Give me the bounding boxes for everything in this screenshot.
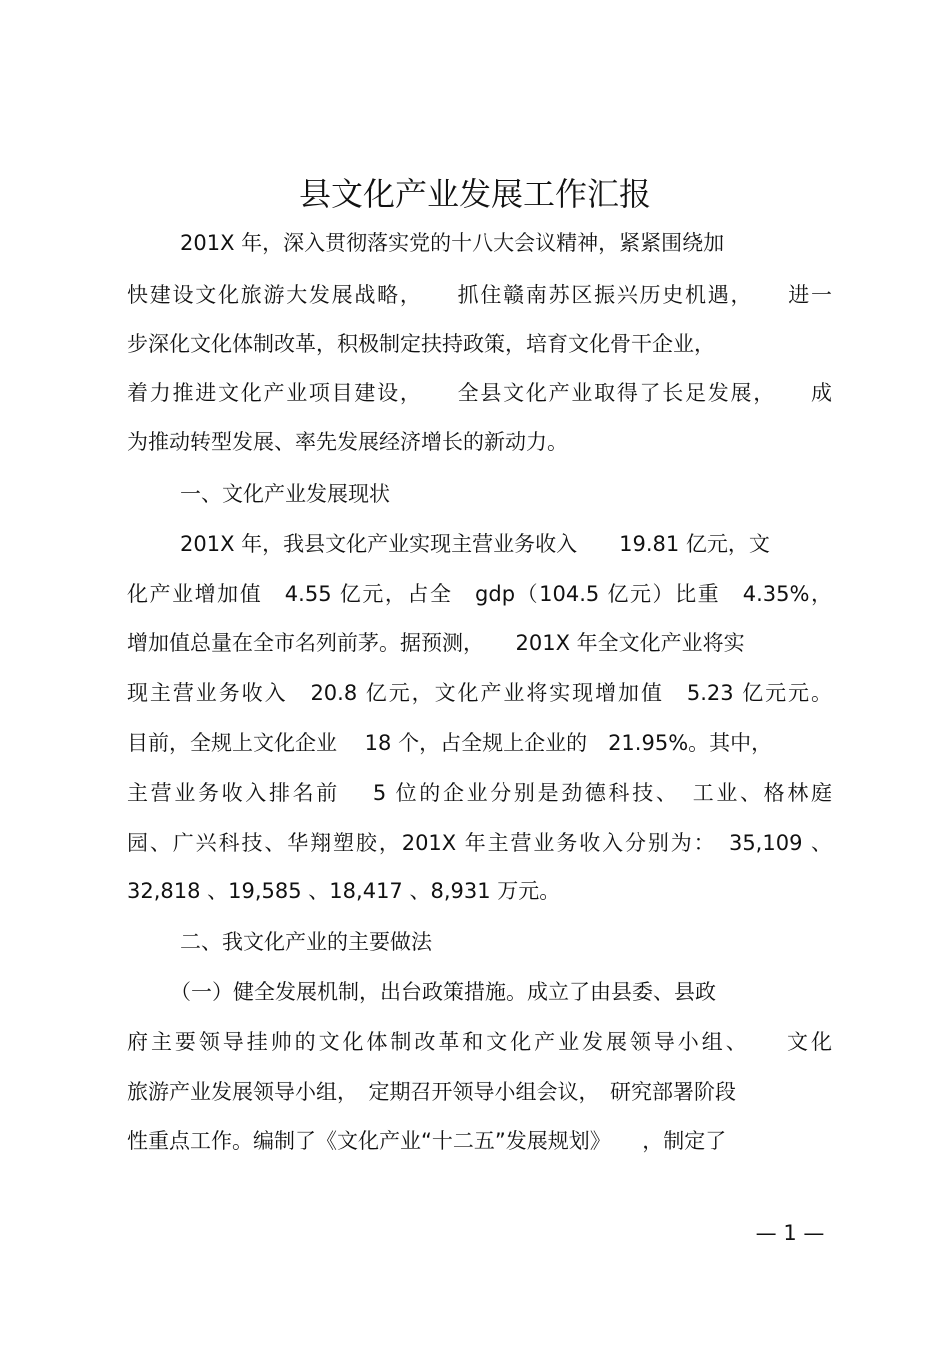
paragraph-line: 旅游产业发展领导小组， 定期召开领导小组会议， 研究部署阶段 <box>127 1080 736 1104</box>
section-heading: 二、我文化产业的主要做法 <box>180 930 432 954</box>
paragraph-line: 着力推进文化产业项目建设， 全县文化产业取得了长足发展， 成 <box>127 381 832 405</box>
paragraph-line: 园、广兴科技、华翔塑胶，201X 年主营业务收入分别为： 35,109 、 <box>127 831 832 855</box>
paragraph-line: 化产业增加值 4.55 亿元，占全 gdp（104.5 亿元）比重 4.35%， <box>127 582 832 606</box>
paragraph-line: 32,818 、19,585 、18,417 、8,931 万元。 <box>127 879 561 903</box>
paragraph-line: 府主要领导挂帅的文化体制改革和文化产业发展领导小组、 文化 <box>127 1030 832 1054</box>
paragraph-line: 增加值总量在全市名列前茅。据预测， 201X 年全文化产业将实 <box>127 631 745 655</box>
section-heading: 一、文化产业发展现状 <box>180 482 390 506</box>
paragraph-line: 快建设文化旅游大发展战略， 抓住赣南苏区振兴历史机遇， 进一 <box>127 283 832 307</box>
document-title: 县文化产业发展工作汇报 <box>298 175 651 213</box>
paragraph-line: 现主营业务收入 20.8 亿元，文化产业将实现增加值 5.23 亿元元。 <box>127 681 832 705</box>
paragraph-line: 步深化文化体制改革，积极制定扶持政策，培育文化骨干企业， <box>127 332 715 356</box>
paragraph-line: 为推动转型发展、率先发展经济增长的新动力。 <box>127 430 568 454</box>
paragraph-line: （一）健全发展机制，出台政策措施。成立了由县委、县政 <box>170 980 716 1004</box>
paragraph-line: 201X 年，深入贯彻落实党的十八大会议精神，紧紧围绕加 <box>180 231 725 255</box>
paragraph-line: 性重点工作。编制了《文化产业“十二五”发展规划》 ，制定了 <box>127 1129 727 1153</box>
paragraph-line: 201X 年，我县文化产业实现主营业务收入 19.81 亿元，文 <box>180 532 770 556</box>
paragraph-line: 目前，全规上文化企业 18 个，占全规上企业的 21.95%。其中， <box>127 731 773 755</box>
paragraph-line: 主营业务收入排名前 5 位的企业分别是劲德科技、 工业、格林庭 <box>127 781 832 805</box>
page-number: — 1 — <box>755 1221 825 1245</box>
